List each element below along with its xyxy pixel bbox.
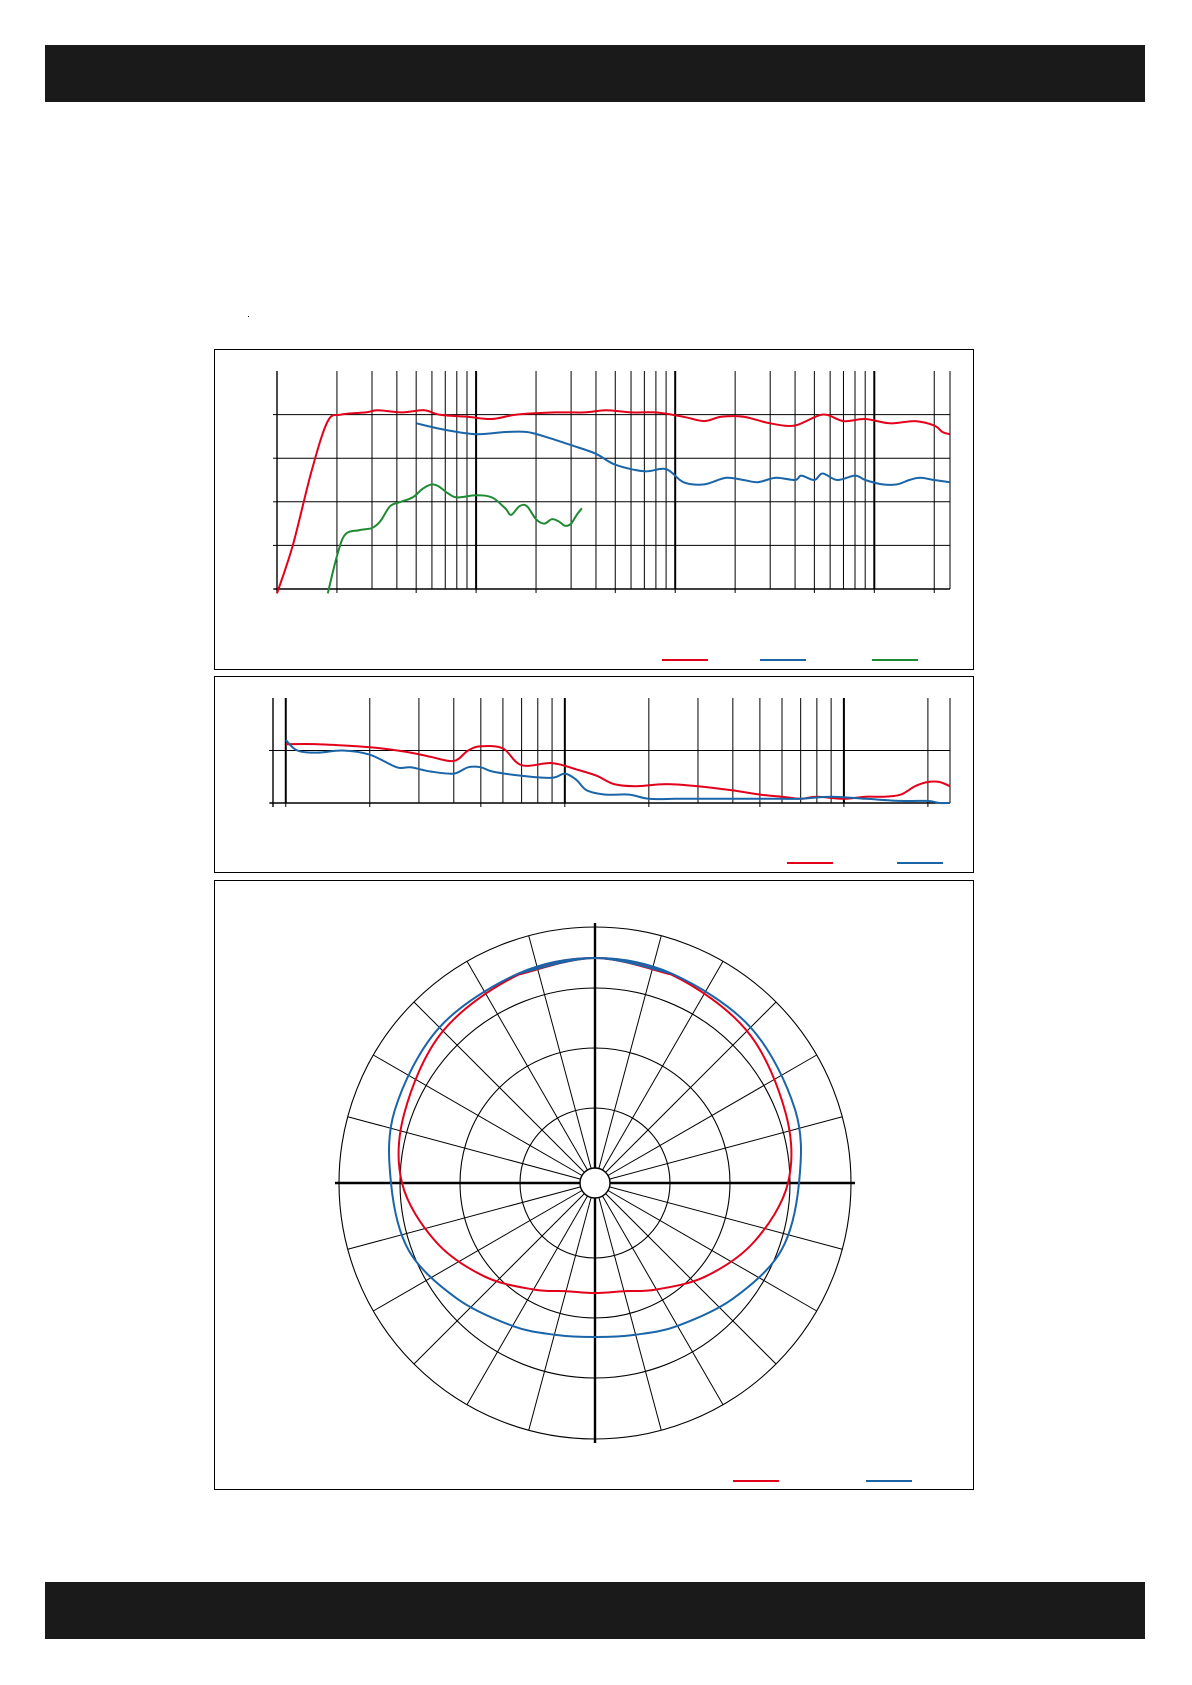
header-bar bbox=[45, 45, 1145, 102]
polar-spoke bbox=[467, 1196, 588, 1405]
fr-series-2-line bbox=[416, 423, 950, 485]
polar-spoke bbox=[467, 961, 588, 1170]
polar-spoke bbox=[603, 961, 724, 1170]
frequency-response-panel bbox=[214, 349, 974, 670]
fr-series-3-line bbox=[328, 484, 582, 593]
polar-spoke bbox=[606, 1194, 776, 1364]
frequency-response-chart bbox=[215, 350, 973, 669]
footer-bar bbox=[45, 1582, 1145, 1639]
distortion-chart bbox=[215, 677, 973, 872]
thd-series-1-line bbox=[286, 744, 950, 799]
polar-spoke bbox=[373, 1191, 582, 1312]
distortion-panel bbox=[214, 676, 974, 873]
polar-spoke bbox=[608, 1191, 817, 1312]
polar-spoke bbox=[414, 1194, 584, 1364]
polar-pattern-chart bbox=[215, 881, 973, 1489]
polar-spoke bbox=[603, 1196, 724, 1405]
polar-pattern-panel bbox=[214, 880, 974, 1490]
stray-dot bbox=[248, 316, 249, 317]
polar-center bbox=[580, 1168, 610, 1198]
